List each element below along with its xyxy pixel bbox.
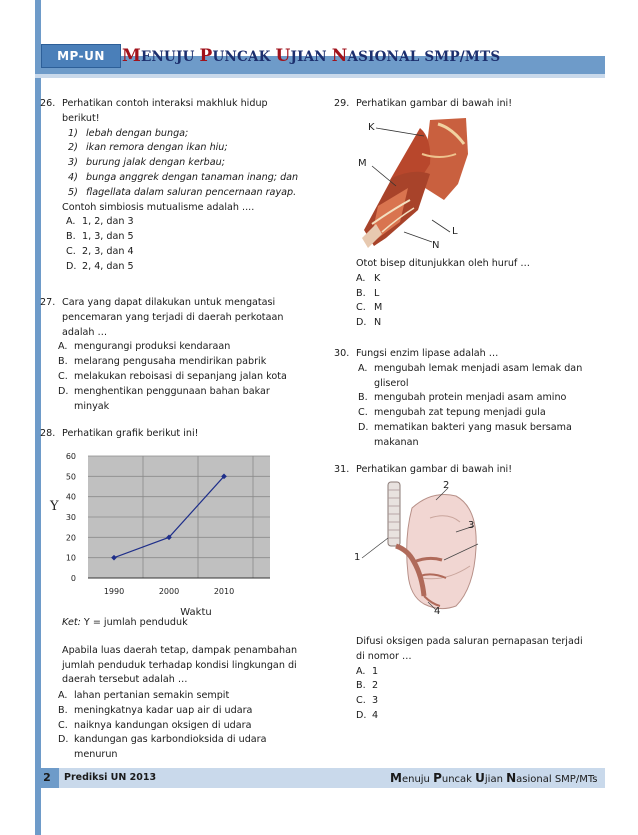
answer-option-c[interactable]: C. naiknya kandungan oksigen di udara bbox=[58, 719, 252, 731]
question-stem: Perhatikan grafik berikut ini! bbox=[62, 428, 199, 439]
header-band-light bbox=[35, 74, 605, 78]
x-tick-label: 2000 bbox=[158, 587, 180, 596]
question-paragraph: Apabila luas daerah tetap, dampak penambahan bbox=[62, 644, 298, 656]
answer-option-a-continued: gliserol bbox=[374, 377, 409, 389]
lung-illustration bbox=[352, 478, 482, 614]
chart-legend-note: Ket: Y = jumlah penduduk bbox=[62, 617, 188, 628]
question-stem: adalah … bbox=[62, 326, 108, 338]
question-31 bbox=[334, 463, 604, 478]
answer-option-d[interactable]: D. mematikan bakteri yang masuk bersama bbox=[358, 421, 572, 433]
answer-option-d-continued: makanan bbox=[374, 436, 419, 448]
answer-option-a[interactable]: A. 1 bbox=[356, 665, 379, 677]
list-item: 5) flagellata dalam saluran pencernaan rayap. bbox=[68, 186, 297, 198]
question-prompt: Difusi oksigen pada saluran pernapasan terjadi bbox=[356, 636, 583, 647]
list-item: 2) ikan remora dengan ikan hiu; bbox=[68, 142, 228, 154]
answer-option-a[interactable]: A. K bbox=[356, 272, 381, 284]
figure-label-3: 3 bbox=[468, 520, 475, 531]
answer-option-c[interactable]: C. M bbox=[356, 302, 383, 314]
answer-option-a[interactable]: A. 1, 2, dan 3 bbox=[66, 216, 134, 228]
answer-option-d[interactable]: D. 4 bbox=[356, 709, 379, 721]
y-tick-label: 30 bbox=[65, 513, 76, 522]
question-27 bbox=[40, 296, 290, 414]
figure-label-2: 2 bbox=[443, 480, 450, 491]
lung-lobe bbox=[407, 495, 477, 609]
question-paragraph: daerah tersebut adalah … bbox=[62, 674, 188, 686]
question-30 bbox=[334, 347, 604, 451]
y-tick-label: 50 bbox=[65, 472, 76, 482]
q31-body bbox=[356, 635, 606, 724]
answer-option-d[interactable]: D. kandungan gas karbondioksida di udara bbox=[58, 734, 267, 746]
answer-option-b[interactable]: B. mengubah protein menjadi asam amino bbox=[358, 392, 567, 404]
question-26 bbox=[40, 97, 299, 275]
x-axis-label: Waktu bbox=[180, 607, 212, 616]
answer-option-d-continued: minyak bbox=[74, 400, 110, 412]
y-axis-label: Y bbox=[50, 499, 59, 514]
question-stem: pencemaran yang terjadi di daerah perkotaan bbox=[62, 311, 284, 323]
list-item: 3) burung jalak dengan kerbau; bbox=[68, 157, 225, 169]
y-tick-label: 10 bbox=[65, 553, 76, 563]
answer-option-a[interactable]: A. mengubah lemak menjadi asam lemak dan bbox=[358, 362, 583, 374]
q29-body bbox=[352, 257, 602, 331]
question-29 bbox=[334, 97, 604, 112]
question-stem: berikut! bbox=[62, 112, 100, 124]
page-number: 2 bbox=[35, 768, 59, 788]
question-number: 29. bbox=[334, 98, 350, 109]
figure-label-k: K bbox=[368, 122, 375, 133]
q28-body bbox=[62, 616, 298, 688]
question-stem: Fungsi enzim lipase adalah … bbox=[356, 348, 499, 359]
answer-option-c[interactable]: C. mengubah zat tepung menjadi gula bbox=[358, 407, 546, 419]
y-tick-label: 20 bbox=[65, 533, 76, 543]
question-prompt: di nomor … bbox=[356, 650, 412, 662]
answer-option-c[interactable]: C. 2, 3, dan 4 bbox=[66, 245, 134, 257]
question-stem: Perhatikan contoh interaksi makhluk hidup bbox=[62, 98, 268, 109]
figure-label-l: L bbox=[452, 226, 458, 237]
question-paragraph: jumlah penduduk terhadap kondisi lingkungan di bbox=[62, 659, 297, 671]
population-line-chart bbox=[44, 448, 276, 616]
list-item: 1) lebah dengan bunga; bbox=[68, 127, 189, 139]
answer-option-b[interactable]: B. meningkatnya kadar uap air di udara bbox=[58, 704, 253, 716]
question-stem: Perhatikan gambar di bawah ini! bbox=[356, 98, 513, 109]
y-tick-label: 40 bbox=[65, 492, 76, 502]
figure-label-m: M bbox=[358, 158, 367, 169]
answer-option-d[interactable]: D. N bbox=[356, 317, 382, 329]
question-28 bbox=[40, 427, 290, 442]
y-tick-label: 0 bbox=[70, 574, 76, 583]
answer-option-b[interactable]: B. 1, 3, dan 5 bbox=[66, 231, 134, 243]
question-number: 31. bbox=[334, 464, 350, 475]
mp-un-badge: MP-UN bbox=[41, 44, 121, 68]
question-number: 26. bbox=[40, 98, 56, 109]
answer-option-b[interactable]: B. 2 bbox=[356, 680, 379, 692]
answer-option-c[interactable]: C. 3 bbox=[356, 695, 379, 707]
question-number: 30. bbox=[334, 348, 350, 359]
answer-option-d-continued: menurun bbox=[74, 749, 118, 761]
answer-option-b[interactable]: B. melarang pengusaha mendirikan pabrik bbox=[58, 356, 267, 368]
list-item: 4) bunga anggrek dengan tanaman inang; dan bbox=[68, 171, 299, 183]
question-number: 28. bbox=[40, 428, 56, 439]
question-stem: Perhatikan gambar di bawah ini! bbox=[356, 464, 513, 475]
answer-option-a[interactable]: A. mengurangi produksi kendaraan bbox=[58, 341, 231, 353]
question-stem: Cara yang dapat dilakukan untuk mengatasi bbox=[62, 297, 276, 308]
answer-option-b[interactable]: B. L bbox=[356, 287, 380, 299]
answer-option-d[interactable]: D. 2, 4, dan 5 bbox=[66, 260, 134, 272]
q28-options bbox=[58, 689, 298, 763]
figure-label-4: 4 bbox=[434, 606, 441, 617]
footer-left-text: Prediksi UN 2013 bbox=[64, 772, 157, 783]
answer-option-c[interactable]: C. melakukan reboisasi di sepanjang jalan kota bbox=[58, 370, 287, 382]
figure-label-1: 1 bbox=[354, 552, 361, 563]
figure-label-n: N bbox=[432, 240, 440, 251]
question-number: 27. bbox=[40, 297, 56, 308]
y-tick-label: 60 bbox=[65, 452, 76, 461]
answer-option-d[interactable]: D. menghentikan penggunaan bahan bakar bbox=[58, 385, 270, 397]
header-title: MENUJU PUNCAK UJIAN NASIONAL SMP/MTS bbox=[122, 46, 501, 66]
x-tick-label: 1990 bbox=[103, 587, 125, 596]
answer-option-a[interactable]: A. lahan pertanian semakin sempit bbox=[58, 690, 230, 701]
x-tick-label: 2010 bbox=[213, 587, 235, 596]
question-prompt: Otot bisep ditunjukkan oleh huruf … bbox=[356, 258, 530, 269]
question-prompt: Contoh simbiosis mutualisme adalah .... bbox=[62, 201, 255, 213]
footer-right-text: Menuju Puncak Ujian Nasional SMP/MTs bbox=[390, 771, 598, 785]
